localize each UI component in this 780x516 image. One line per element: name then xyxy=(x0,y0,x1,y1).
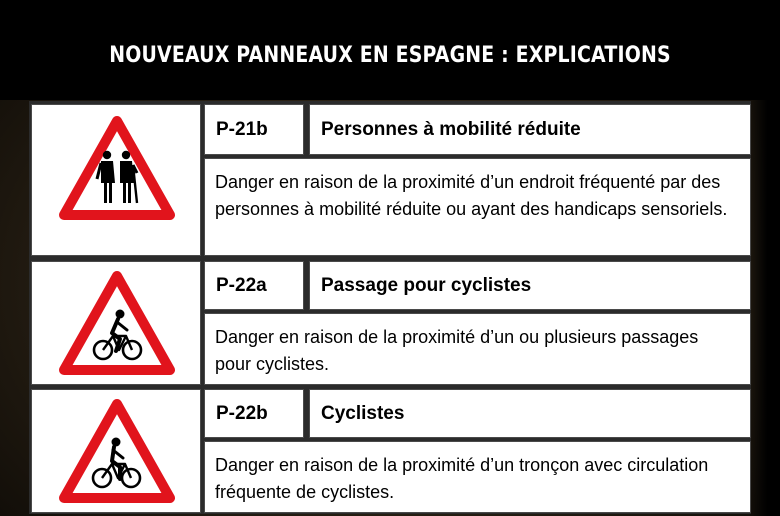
sign-code: P-21b xyxy=(204,104,304,155)
right-shadow xyxy=(748,100,780,516)
sign-description: Danger en raison de la proximité d’un ou plusieurs passages pour cyclistes. xyxy=(204,313,751,385)
sign-cell-p21b xyxy=(31,104,201,256)
signs-table xyxy=(29,101,751,514)
header-bar xyxy=(0,0,780,100)
cyclists-warning-sign-icon xyxy=(58,398,176,504)
sign-title: Passage pour cyclistes xyxy=(309,261,751,310)
sign-cell-p22b xyxy=(31,389,201,513)
sign-code: P-22b xyxy=(204,389,304,438)
sign-description: Danger en raison de la proximité d’un endroit fréquenté par des personnes à mobilité réduite ou ayant des handicaps sensoriels. xyxy=(204,158,751,256)
elderly-people-warning-sign-icon xyxy=(58,115,176,221)
sign-cell-p22a xyxy=(31,261,201,385)
sign-code: P-22a xyxy=(204,261,304,310)
page-title: NOUVEAUX PANNEAUX EN ESPAGNE : EXPLICATIONS xyxy=(109,43,671,68)
sign-title: Cyclistes xyxy=(309,389,751,438)
sign-title: Personnes à mobilité réduite xyxy=(309,104,751,155)
sign-description: Danger en raison de la proximité d’un tronçon avec circulation fréquente de cyclistes. xyxy=(204,441,751,513)
cyclist-crossing-warning-sign-icon xyxy=(58,270,176,376)
